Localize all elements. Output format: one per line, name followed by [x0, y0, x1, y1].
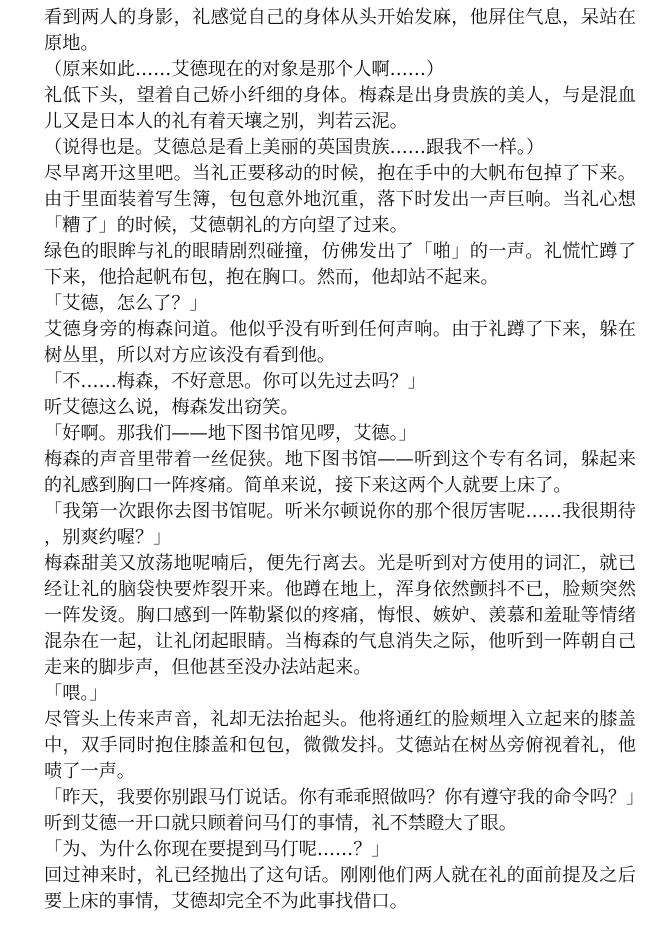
paragraph: 「昨天，我要你别跟马仃说话。你有乖乖照做吗？你有遵守我的命令吗？」: [44, 787, 645, 808]
paragraph: 尽早离开这里吧。当礼正要移动的时候，抱在手中的大帆布包掉了下来。由于里面装着写生簿，包包意外地沉重，落下时发出一声巨响。当礼心想「糟了」的时候，艾德朝礼的方向望了过来。: [44, 163, 636, 236]
paragraph: 「好啊。那我们——地下图书馆见啰，艾德。」: [44, 423, 417, 444]
paragraph: 听到艾德一开口就只顾着问马仃的事情，礼不禁瞪大了眼。: [44, 813, 517, 834]
paragraph: （说得也是。艾德总是看上美丽的英国贵族……跟我不一样。）: [44, 137, 545, 158]
paragraph: 绿色的眼眸与礼的眼睛剧烈碰撞，仿佛发出了「啪」的一声。礼慌忙蹲了下来，他拾起帆布包，抱在胸口。然而，他却站不起来。: [44, 241, 636, 288]
paragraph: 礼低下头，望着自己娇小纤细的身体。梅森是出身贵族的美人，与是混血儿又是日本人的礼有着天壤之别，判若云泥。: [44, 85, 636, 132]
paragraph: 尽管头上传来声音，礼却无法抬起头。他将通红的脸颊埋入立起来的膝盖中，双手同时抱住膝盖和包包，微微发抖。艾德站在树丛旁俯视着礼，他啧了一声。: [44, 709, 636, 782]
paragraph: 「艾德，怎么了？」: [44, 293, 208, 314]
paragraph: 艾德身旁的梅森问道。他似乎没有听到任何声响。由于礼蹲了下来，躲在树丛里，所以对方应该没有看到他。: [44, 319, 636, 366]
paragraph: 「为、为什么你现在要提到马仃呢……？」: [44, 839, 390, 860]
paragraph: 梅森的声音里带着一丝促狭。地下图书馆——听到这个专有名词，躲起来的礼感到胸口一阵疼痛。简单来说，接下来这两个人就要上床了。: [44, 449, 636, 496]
paragraph: 看到两人的身影，礼感觉自己的身体从头开始发麻，他屏住气息，呆站在原地。: [44, 7, 636, 54]
paragraph: 梅森甜美又放荡地呢喃后，便先行离去。光是听到对方使用的词汇，就已经让礼的脑袋快要炸裂开来。他蹲在地上，浑身依然颤抖不已，脸颊突然一阵发烫。胸口感到一阵勒紧似的疼痛，悔恨、嫉妒、羡慕和羞耻等情绪混杂在一起，让礼闭起眼睛。当梅森的气息消失之际，他听到一阵朝自己走来的脚步声，但他甚至没办法站起来。: [44, 553, 636, 678]
paragraph: 「喂。」: [44, 683, 108, 704]
paragraph: 回过神来时，礼已经抛出了这句话。刚刚他们两人就在礼的面前提及之后要上床的事情，艾德却完全不为此事找借口。: [44, 865, 636, 912]
paragraph: 「不……梅森，不好意思。你可以先过去吗？」: [44, 371, 426, 392]
paragraph: 听艾德这么说，梅森发出窃笑。: [44, 397, 299, 418]
paragraph: （原来如此……艾德现在的对象是那个人啊……）: [44, 59, 445, 80]
paragraph: 「我第一次跟你去图书馆呢。听米尔顿说你的那个很厉害呢……我很期待，别爽约喔？」: [44, 501, 636, 548]
